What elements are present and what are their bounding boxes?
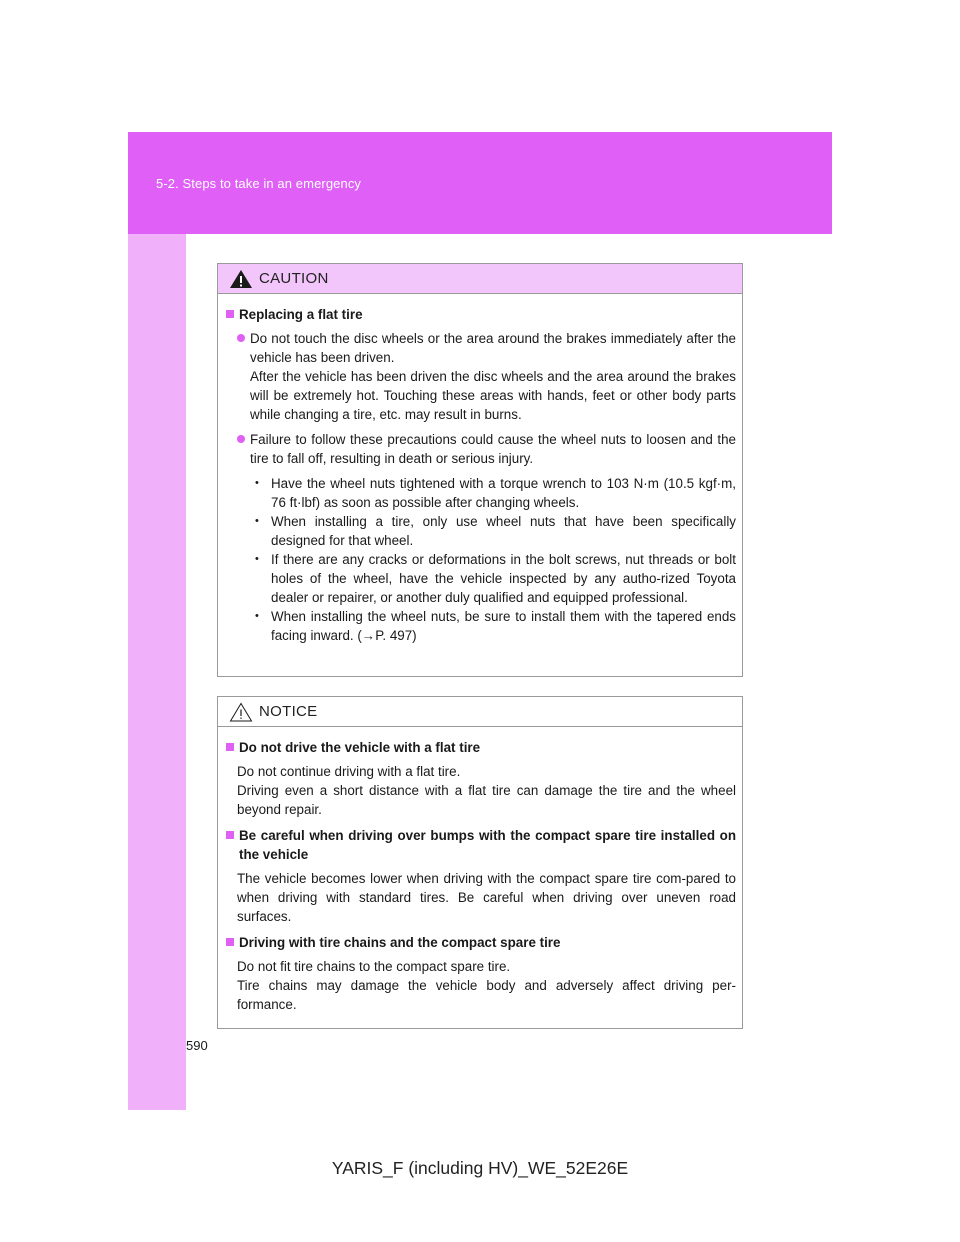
list-item: • When installing the wheel nuts, be sure to install them with the tapered ends facing inward. (→P. 497) (250, 607, 736, 645)
notice-text-3: Do not fit tire chains to the compact spare tire. Tire chains may damage the vehicle body and adversely affect driving per-formance. (237, 959, 736, 1012)
caution-heading: Replacing a flat tire (226, 305, 736, 324)
caution-sub-list (250, 474, 736, 645)
square-bullet-icon (226, 831, 234, 839)
notice-heading-1: Do not drive the vehicle with a flat tire (226, 738, 736, 757)
notice-heading-2: Be careful when driving over bumps with the compact spare tire installed on the vehicle (226, 826, 736, 864)
notice-text-1: Do not continue driving with a flat tire. Driving even a short distance with a flat tire can damage the tire and the wheel beyond repair. (237, 764, 736, 817)
section-title: 5-2. Steps to take in an emergency (156, 176, 362, 191)
caution-box (217, 263, 743, 677)
notice-box (217, 696, 743, 1029)
caution-title: CAUTION (259, 270, 329, 287)
notice-title: NOTICE (259, 703, 318, 720)
caution-warning-icon (229, 269, 253, 289)
notice-warning-icon (229, 702, 253, 722)
caution-bullet-2: Failure to follow these precautions could cause the wheel nuts to loosen and the tire to fall off, resulting in death or serious injury. (237, 430, 736, 468)
square-bullet-icon (226, 310, 234, 318)
list-item: • If there are any cracks or deformations in the bolt screws, nut threads or bolt holes of the wheel, have the vehicle inspected by any autho-rized Toyota dealer or repairer, or another duly qualified and equipped professional. (250, 550, 736, 607)
notice-body (218, 727, 742, 1014)
square-bullet-icon (226, 938, 234, 946)
list-item: • When installing a tire, only use wheel nuts that have been specifically designed for that wheel. (250, 512, 736, 550)
round-bullet-icon (237, 334, 245, 342)
caution-bullet-1: Do not touch the disc wheels or the area around the brakes immediately after the vehicle has been driven. After the vehicle has been driven the disc wheels and the area around the brakes will be extremely hot. Touching these areas with hands, feet or other body parts while changing a tire, etc. may result in burns. (237, 329, 736, 424)
square-bullet-icon (226, 743, 234, 751)
notice-text-2: The vehicle becomes lower when driving with the compact spare tire com-pared to when driving with standard tires. Be careful when driving over uneven road surfaces. (237, 871, 736, 924)
notice-header (218, 697, 742, 727)
page-number: 590 (186, 1038, 208, 1053)
round-bullet-icon (237, 435, 245, 443)
document-id: YARIS_F (including HV)_WE_52E26E (331, 1158, 629, 1178)
caution-header (218, 264, 742, 294)
caution-body (218, 294, 742, 645)
side-band (128, 234, 186, 1110)
notice-heading-3: Driving with tire chains and the compact spare tire (226, 933, 736, 952)
list-item: • Have the wheel nuts tightened with a torque wrench to 103 N·m (10.5 kgf·m, 76 ft·lbf) as soon as possible after changing wheels. (250, 474, 736, 512)
